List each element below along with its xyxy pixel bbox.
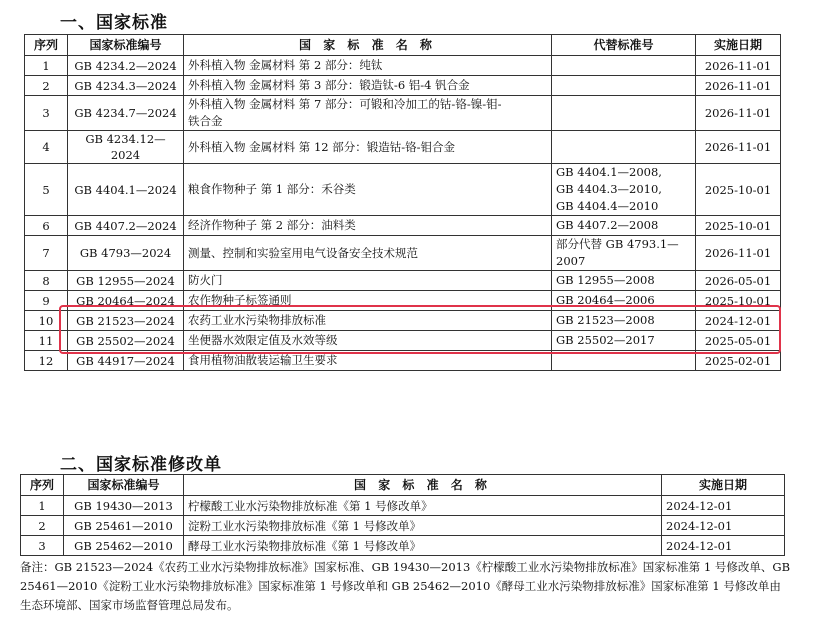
row-date: 2026-05-01 <box>696 271 781 291</box>
row-seq: 8 <box>25 271 68 291</box>
table-row <box>25 271 781 291</box>
row-name: 农作物种子标签通则 <box>184 291 552 311</box>
row-date: 2025-02-01 <box>696 351 781 371</box>
row-code: GB 44917—2024 <box>68 351 184 371</box>
row-seq: 9 <box>25 291 68 311</box>
row-date: 2026-11-01 <box>696 96 781 131</box>
header-code: 国家标准编号 <box>68 35 184 56</box>
row-name: 坐便器水效限定值及水效等级 <box>184 331 552 351</box>
table-row <box>25 216 781 236</box>
table-row <box>25 164 781 216</box>
row-date: 2026-11-01 <box>696 76 781 96</box>
row-seq: 2 <box>21 516 64 536</box>
row-name: 淀粉工业水污染物排放标准《第 1 号修改单》 <box>184 516 662 536</box>
row-code: GB 20464—2024 <box>68 291 184 311</box>
table-header-row <box>25 35 781 56</box>
row-code: GB 12955—2024 <box>68 271 184 291</box>
row-seq: 10 <box>25 311 68 331</box>
row-code: GB 4793—2024 <box>68 236 184 271</box>
row-seq: 12 <box>25 351 68 371</box>
row-replace: GB 20464—2006 <box>552 291 696 311</box>
row-replace: GB 4407.2—2008 <box>552 216 696 236</box>
row-name: 外科植入物 金属材料 第 3 部分：锻造钛-6 铝-4 钒合金 <box>184 76 552 96</box>
table-row <box>25 56 781 76</box>
row-code: GB 4234.2—2024 <box>68 56 184 76</box>
row-code: GB 4407.2—2024 <box>68 216 184 236</box>
header-date: 实施日期 <box>662 475 785 496</box>
row-date: 2025-10-01 <box>696 291 781 311</box>
row-code: GB 25461—2010 <box>64 516 184 536</box>
row-seq: 2 <box>25 76 68 96</box>
row-seq: 5 <box>25 164 68 216</box>
section2-title: 二、国家标准修改单 <box>60 455 222 475</box>
row-seq: 4 <box>25 131 68 164</box>
row-date: 2024-12-01 <box>662 516 785 536</box>
row-name: 柠檬酸工业水污染物排放标准《第 1 号修改单》 <box>184 496 662 516</box>
section1-title: 一、国家标准 <box>60 13 168 33</box>
table-header-row <box>21 475 785 496</box>
table-row <box>21 496 785 516</box>
row-replace <box>552 56 696 76</box>
row-seq: 11 <box>25 331 68 351</box>
table-row <box>25 76 781 96</box>
row-date: 2025-10-01 <box>696 164 781 216</box>
row-date: 2026-11-01 <box>696 236 781 271</box>
row-seq: 3 <box>21 536 64 556</box>
row-replace: GB 12955—2008 <box>552 271 696 291</box>
row-date: 2026-11-01 <box>696 131 781 164</box>
table-row <box>25 131 781 164</box>
table-row <box>25 291 781 311</box>
header-date: 实施日期 <box>696 35 781 56</box>
row-replace <box>552 131 696 164</box>
row-date: 2025-05-01 <box>696 331 781 351</box>
table-row <box>25 351 781 371</box>
row-seq: 7 <box>25 236 68 271</box>
row-code: GB 4234.7—2024 <box>68 96 184 131</box>
row-code: GB 21523—2024 <box>68 311 184 331</box>
row-name: 食用植物油散装运输卫生要求 <box>184 351 552 371</box>
row-name: 测量、控制和实验室用电气设备安全技术规范 <box>184 236 552 271</box>
row-seq: 6 <box>25 216 68 236</box>
row-date: 2026-11-01 <box>696 56 781 76</box>
row-date: 2025-10-01 <box>696 216 781 236</box>
header-replace: 代替标准号 <box>552 35 696 56</box>
header-code: 国家标准编号 <box>64 475 184 496</box>
row-seq: 3 <box>25 96 68 131</box>
header-name: 国 家 标 准 名 称 <box>184 475 662 496</box>
table-row <box>21 536 785 556</box>
row-name: 外科植入物 金属材料 第 2 部分：纯钛 <box>184 56 552 76</box>
row-name: 酵母工业水污染物排放标准《第 1 号修改单》 <box>184 536 662 556</box>
row-replace <box>552 351 696 371</box>
row-code: GB 25462—2010 <box>64 536 184 556</box>
table-row <box>25 236 781 271</box>
row-code: GB 25502—2024 <box>68 331 184 351</box>
row-name: 外科植入物 金属材料 第 7 部分：可锻和冷加工的钴-铬-镍-钼- 铁合金 <box>184 96 552 131</box>
header-seq: 序列 <box>21 475 64 496</box>
row-seq: 1 <box>21 496 64 516</box>
row-date: 2024-12-01 <box>696 311 781 331</box>
row-replace <box>552 96 696 131</box>
row-replace: GB 25502—2017 <box>552 331 696 351</box>
row-code: GB 4234.12—2024 <box>68 131 184 164</box>
amendments-table <box>20 474 785 556</box>
table-row <box>25 311 781 331</box>
row-replace: GB 21523—2008 <box>552 311 696 331</box>
header-name: 国 家 标 准 名 称 <box>184 35 552 56</box>
row-date: 2024-12-01 <box>662 496 785 516</box>
row-replace: GB 4404.1—2008, GB 4404.3—2010, GB 4404.4—2010 <box>552 164 696 216</box>
row-name: 外科植入物 金属材料 第 12 部分：锻造钴-铬-钼合金 <box>184 131 552 164</box>
header-seq: 序列 <box>25 35 68 56</box>
row-replace: 部分代替 GB 4793.1— 2007 <box>552 236 696 271</box>
table-row <box>25 96 781 131</box>
table-row <box>25 331 781 351</box>
row-code: GB 19430—2013 <box>64 496 184 516</box>
row-seq: 1 <box>25 56 68 76</box>
table-row <box>21 516 785 536</box>
footnote: 备注：GB 21523—2024《农药工业水污染物排放标准》国家标准、GB 19430—2013《柠檬酸工业水污染物排放标准》国家标准第 1 号修改单、GB 25461—2010《淀粉工业水污染物排放标准》国家标准第 1 号修改单和 GB 25462—2010《酵母工业水污染物排放标准》国家标准第 1 号修改单由生态环境部、国家市场监督管理总局发布。 <box>20 560 791 612</box>
row-code: GB 4234.3—2024 <box>68 76 184 96</box>
national-standards-table <box>24 34 781 371</box>
row-code: GB 4404.1—2024 <box>68 164 184 216</box>
row-name: 农药工业水污染物排放标准 <box>184 311 552 331</box>
row-name: 经济作物种子 第 2 部分：油料类 <box>184 216 552 236</box>
row-name: 粮食作物种子 第 1 部分：禾谷类 <box>184 164 552 216</box>
row-date: 2024-12-01 <box>662 536 785 556</box>
row-replace <box>552 76 696 96</box>
row-name: 防火门 <box>184 271 552 291</box>
